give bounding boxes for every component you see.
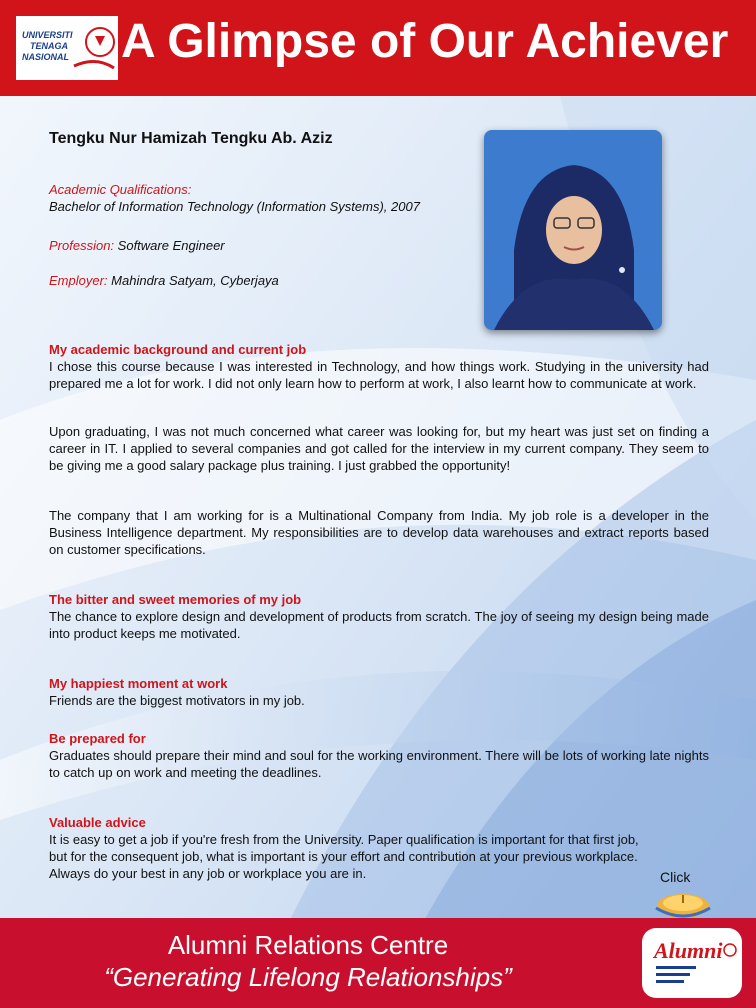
achiever-photo xyxy=(484,130,662,330)
happiest-heading: My happiest moment at work xyxy=(49,676,228,691)
alumni-logo-icon xyxy=(642,928,742,998)
background-paragraph-3: The company that I am working for is a Multinational Company from India. My job role is a developer in the Business Intelligence department. My responsibilities are to develop data warehouses and extract reports based on customer specifications. xyxy=(49,508,709,557)
utn-logo xyxy=(16,16,118,80)
footer-slogan-text: “Generating Lifelong Relationships” xyxy=(104,962,512,992)
memories-section xyxy=(49,591,709,642)
alumni-logo-text: Alumni xyxy=(654,938,723,963)
background-heading: My academic background and current job xyxy=(49,342,307,357)
svg-text:NASIONAL: NASIONAL xyxy=(22,52,69,62)
profession-label: Profession: xyxy=(49,238,115,253)
background-section xyxy=(49,341,709,392)
footer-title-text: Alumni Relations Centre xyxy=(167,930,449,960)
profession-line xyxy=(49,237,489,254)
happiest-text: Friends are the biggest motivators in my job. xyxy=(49,693,305,708)
page-title: A Glimpse of Our Achiever xyxy=(121,15,729,68)
qualifications-label: Academic Qualifications: xyxy=(49,182,192,197)
svg-text:UNIVERSITI: UNIVERSITI xyxy=(22,30,73,40)
svg-text:TENAGA: TENAGA xyxy=(30,41,68,51)
achiever-name: Tengku Nur Hamizah Tengku Ab. Aziz xyxy=(49,130,333,147)
alumni-logo xyxy=(642,928,742,998)
employer-label: Employer: xyxy=(49,273,108,288)
background-paragraph-2: Upon graduating, I was not much concerned what career was looking for, but my heart was just set on finding a career in IT. I applied to several companies and got called for the interview in my current company. They seem to be giving me a good salary package plus training. I just grabbed the opportunity! xyxy=(49,424,709,473)
background-paragraph-3-block xyxy=(49,507,709,558)
employer-value: Mahindra Satyam, Cyberjaya xyxy=(111,273,279,288)
memories-text: The chance to explore design and development of products from scratch. The joy of seeing my design being made into product keeps me motivated. xyxy=(49,609,709,641)
advice-line-2: but for the consequent job, what is important is your effort and contribution at your previous workplace. xyxy=(49,849,638,864)
qualifications-value: Bachelor of Information Technology (Information Systems), 2007 xyxy=(49,199,420,214)
university-logo-icon xyxy=(16,16,118,80)
employer-line xyxy=(49,272,489,289)
profession-value: Software Engineer xyxy=(117,238,225,253)
qualifications-block xyxy=(49,181,489,215)
advice-line-1: It is easy to get a job if you're fresh from the University. Paper qualification is important for that first job, xyxy=(49,832,639,847)
click-label[interactable]: Click xyxy=(660,869,691,885)
advice-heading: Valuable advice xyxy=(49,815,146,830)
prepared-text: Graduates should prepare their mind and soul for the working environment. There will be lots of working late nights to catch up on work and meeting the deadlines. xyxy=(49,748,709,780)
happiest-section xyxy=(49,675,709,709)
background-paragraph-2-block xyxy=(49,423,709,474)
prepared-heading: Be prepared for xyxy=(49,731,146,746)
mouse-click-icon[interactable] xyxy=(648,886,718,920)
advice-section xyxy=(49,814,709,882)
advice-line-3: Always do your best in any job or workplace you are in. xyxy=(49,866,367,881)
background-paragraph-1: I chose this course because I was interested in Technology, and how things work. Studying in the university had prepared me a lot for work. I did not only learn how to perform at work, I also learnt how to communicate at work. xyxy=(49,359,709,391)
memories-heading: The bitter and sweet memories of my job xyxy=(49,592,302,607)
prepared-section xyxy=(49,730,709,781)
